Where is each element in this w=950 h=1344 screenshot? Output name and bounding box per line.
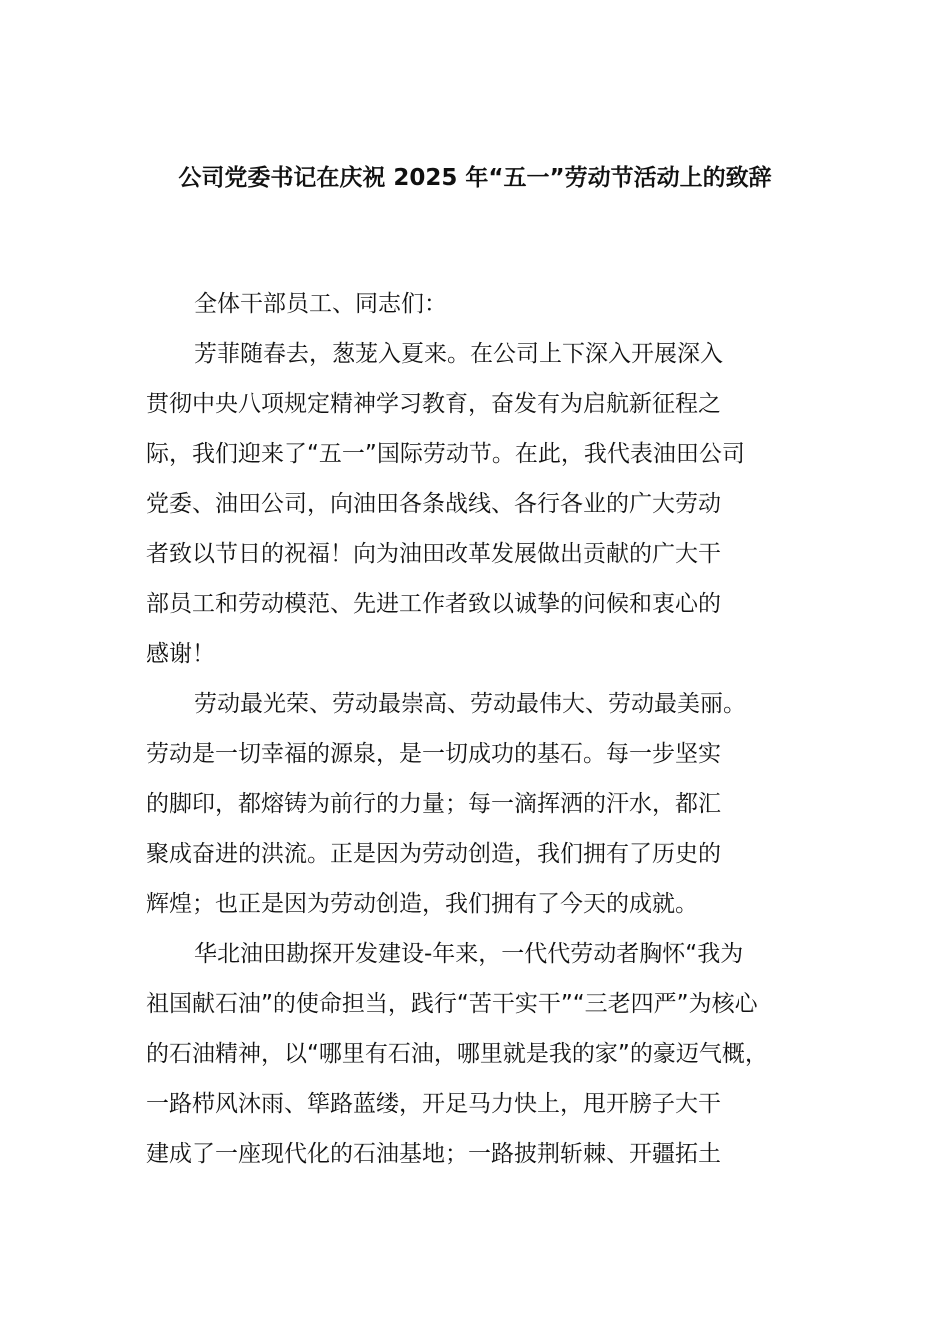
document-title: 公司党委书记在庆祝 2025 年“五一”劳动节活动上的致辞	[178, 165, 772, 191]
paragraph-line: 感谢！	[146, 641, 215, 667]
paragraph-line: 祖国献石油”的使命担当，践行“苦干实干”“三老四严”为核心	[146, 991, 758, 1017]
paragraph-line: 辉煌；也正是因为劳动创造，我们拥有了今天的成就。	[146, 891, 698, 917]
paragraph-line: 芳菲随春去，葱茏入夏来。在公司上下深入开展深入	[194, 341, 723, 367]
salutation: 全体干部员工、同志们：	[194, 291, 447, 317]
paragraph-line: 的脚印，都熔铸为前行的力量；每一滴挥洒的汗水，都汇	[146, 791, 721, 817]
paragraph-line: 者致以节日的祝福！向为油田改革发展做出贡献的广大干	[146, 541, 721, 567]
document-body	[146, 282, 836, 1182]
paragraph-line: 贯彻中央八项规定精神学习教育，奋发有为启航新征程之	[146, 391, 721, 417]
paragraph-line: 劳动是一切幸福的源泉，是一切成功的基石。每一步坚实	[146, 741, 721, 767]
paragraph-line: 一路栉风沐雨、筚路蓝缕，开足马力快上，甩开膀子大干	[146, 1091, 721, 1117]
paragraph-line: 建成了一座现代化的石油基地；一路披荆斩棘、开疆拓土	[146, 1141, 721, 1167]
paragraph-line: 际，我们迎来了“五一”国际劳动节。在此，我代表油田公司	[146, 441, 745, 467]
paragraph-line: 聚成奋进的洪流。正是因为劳动创造，我们拥有了历史的	[146, 841, 721, 867]
paragraph-line: 的石油精神，以“哪里有石油，哪里就是我的家”的豪迈气概，	[146, 1041, 768, 1067]
paragraph-line: 党委、油田公司，向油田各条战线、各行各业的广大劳动	[146, 491, 721, 517]
paragraph-line: 部员工和劳动模范、先进工作者致以诚挚的问候和衷心的	[146, 591, 721, 617]
paragraph-line: 华北油田勘探开发建设-年来，一代代劳动者胸怀“我为	[194, 941, 744, 967]
paragraph-line: 劳动最光荣、劳动最崇高、劳动最伟大、劳动最美丽。	[194, 691, 746, 717]
